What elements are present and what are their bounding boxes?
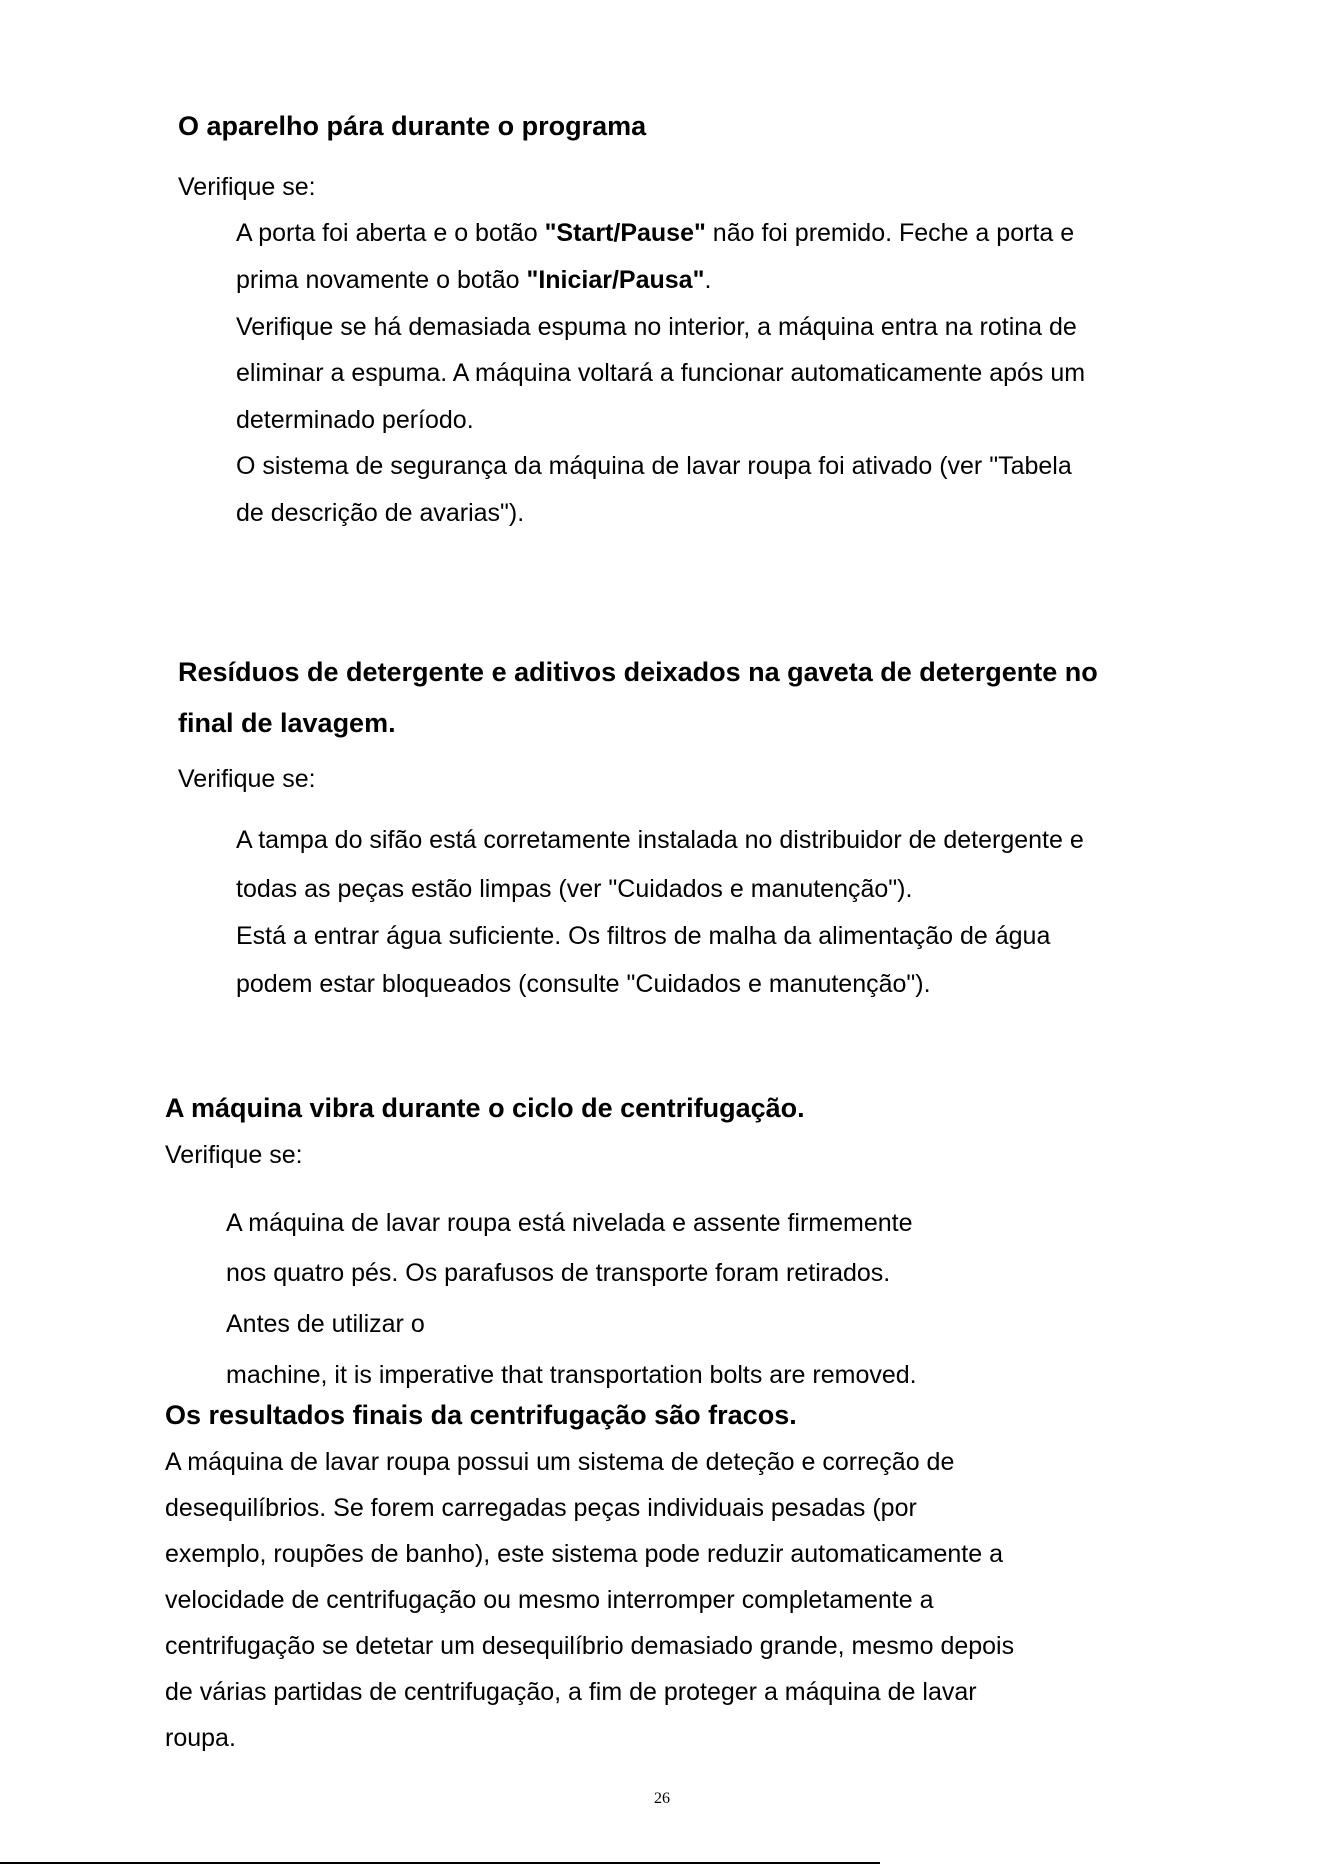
section-4-line-4: velocidade de centrifugação ou mesmo interromper completamente a [165,1586,934,1614]
section-3-line-3: Antes de utilizar o [226,1310,425,1338]
section-3-line-2: nos quatro pés. Os parafusos de transporte foram retirados. [226,1259,891,1287]
section-2-heading-line-2: final de lavagem. [178,708,396,738]
section-3-intro: Verifique se: [165,1141,303,1169]
section-1-line-5: determinado período. [236,406,474,434]
footer-rule [0,1862,880,1864]
section-1-line-4: eliminar a espuma. A máquina voltará a funcionar automaticamente após um [236,359,1086,387]
section-2-line-3: Está a entrar água suficiente. Os filtros de malha da alimentação de água [236,922,1051,950]
page-number: 26 [654,1790,670,1807]
section-3-line-1: A máquina de lavar roupa está nivelada e assente firmemente [226,1209,913,1237]
section-4-heading: Os resultados finais da centrifugação são fracos. [165,1400,797,1430]
section-3-line-4: machine, it is imperative that transportation bolts are removed. [226,1361,917,1389]
section-1-line-7: de descrição de avarias"). [236,499,525,527]
section-1-intro: Verifique se: [178,173,316,201]
section-3-heading: A máquina vibra durante o ciclo de centrifugação. [165,1093,805,1123]
section-4-line-2: desequilíbrios. Se forem carregadas peças individuais pesadas (por [165,1494,917,1522]
section-4-line-7: roupa. [165,1724,236,1752]
section-1-heading: O aparelho pára durante o programa [178,111,647,141]
section-1-line-1: A porta foi aberta e o botão "Start/Pause" não foi premido. Feche a porta e [236,219,1075,247]
section-2-heading-line-1: Resíduos de detergente e aditivos deixados na gaveta de detergente no [178,657,1098,687]
section-4-line-6: de várias partidas de centrifugação, a fim de proteger a máquina de lavar [165,1678,977,1706]
section-4-line-3: exemplo, roupões de banho), este sistema pode reduzir automaticamente a [165,1540,1003,1568]
section-2-line-4: podem estar bloqueados (consulte "Cuidados e manutenção"). [236,970,931,998]
section-4-line-5: centrifugação se detetar um desequilíbrio demasiado grande, mesmo depois [165,1632,1015,1660]
section-1-line-3: Verifique se há demasiada espuma no interior, a máquina entra na rotina de [236,313,1077,341]
section-4-line-1: A máquina de lavar roupa possui um sistema de deteção e correção de [165,1448,955,1476]
section-1-line-6: O sistema de segurança da máquina de lavar roupa foi ativado (ver "Tabela [236,452,1072,480]
section-2-intro: Verifique se: [178,765,316,793]
section-2-line-1: A tampa do sifão está corretamente instalada no distribuidor de detergente e [236,826,1084,854]
section-2-line-2: todas as peças estão limpas (ver "Cuidados e manutenção"). [236,875,913,903]
section-1-line-2: prima novamente o botão "Iniciar/Pausa". [236,266,712,294]
